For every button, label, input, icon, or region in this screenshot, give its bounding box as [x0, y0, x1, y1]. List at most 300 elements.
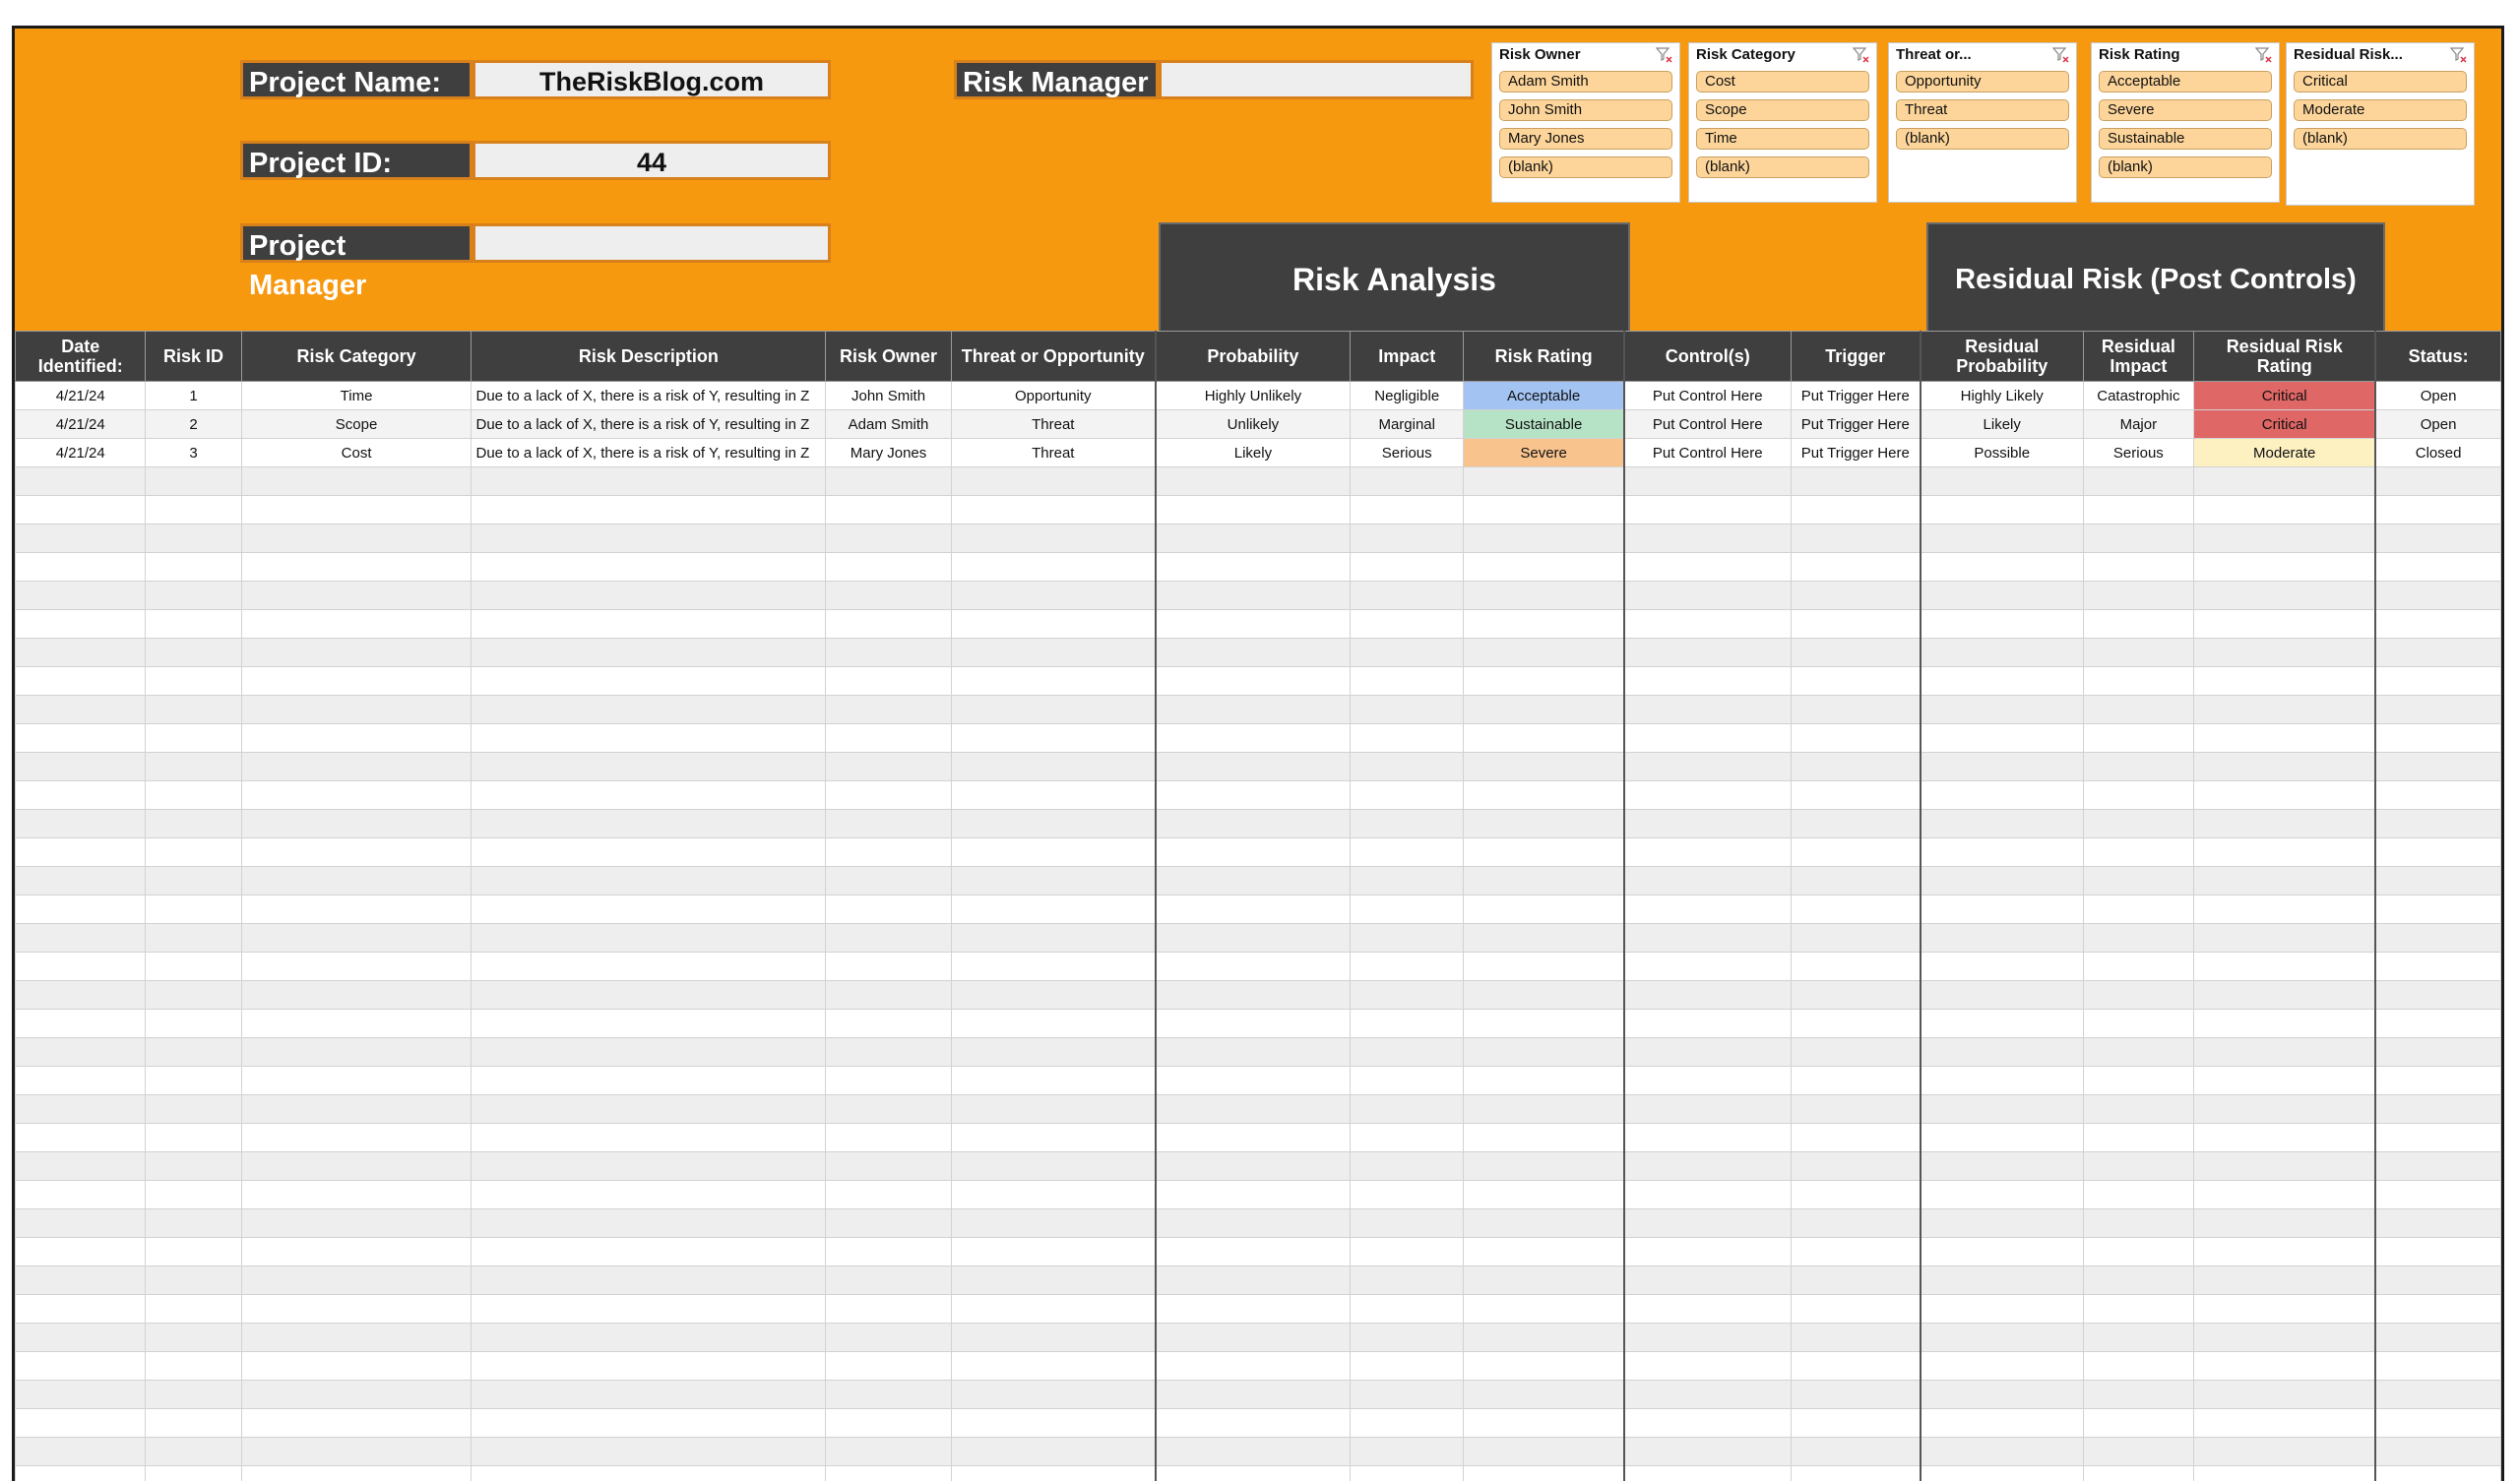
empty-cell[interactable] [1624, 1152, 1791, 1181]
empty-cell[interactable] [16, 1352, 146, 1381]
empty-cell[interactable] [2194, 838, 2376, 867]
empty-cell[interactable] [1156, 525, 1351, 553]
empty-cell[interactable] [826, 981, 951, 1010]
empty-cell[interactable] [1351, 1381, 1464, 1409]
empty-cell[interactable] [1464, 1010, 1624, 1038]
empty-cell[interactable] [1921, 667, 2083, 696]
empty-cell[interactable] [826, 1124, 951, 1152]
empty-cell[interactable] [1921, 1209, 2083, 1238]
cell-threat-opportunity[interactable]: Threat [951, 439, 1156, 467]
empty-cell[interactable] [16, 781, 146, 810]
empty-cell[interactable] [1624, 895, 1791, 924]
empty-cell[interactable] [1791, 582, 1921, 610]
empty-cell[interactable] [2194, 1295, 2376, 1324]
empty-cell[interactable] [472, 981, 826, 1010]
empty-cell[interactable] [951, 582, 1156, 610]
empty-cell[interactable] [826, 639, 951, 667]
empty-cell[interactable] [1351, 667, 1464, 696]
empty-cell[interactable] [1921, 895, 2083, 924]
empty-cell[interactable] [241, 838, 472, 867]
risk-manager-field[interactable] [1159, 60, 1474, 99]
empty-cell[interactable] [241, 696, 472, 724]
empty-cell[interactable] [1464, 724, 1624, 753]
empty-cell[interactable] [1921, 525, 2083, 553]
empty-cell[interactable] [146, 953, 241, 981]
empty-cell[interactable] [826, 1038, 951, 1067]
cell-risk-rating[interactable]: Severe [1464, 439, 1624, 467]
empty-cell[interactable] [241, 467, 472, 496]
empty-cell[interactable] [826, 1209, 951, 1238]
cell-residual-risk-rating[interactable]: Moderate [2194, 439, 2376, 467]
col-probability[interactable]: Probability [1156, 332, 1351, 382]
empty-cell[interactable] [1921, 1438, 2083, 1466]
empty-cell[interactable] [16, 867, 146, 895]
empty-cell[interactable] [826, 496, 951, 525]
col-residual-probability[interactable]: Residual Probability [1921, 332, 2083, 382]
empty-cell[interactable] [16, 1266, 146, 1295]
empty-cell[interactable] [1921, 1238, 2083, 1266]
empty-cell[interactable] [2194, 496, 2376, 525]
empty-cell[interactable] [1791, 1238, 1921, 1266]
empty-cell[interactable] [1791, 981, 1921, 1010]
empty-cell[interactable] [1624, 1466, 1791, 1481]
empty-cell[interactable] [1464, 1266, 1624, 1295]
empty-cell[interactable] [1351, 1095, 1464, 1124]
empty-cell[interactable] [1624, 1295, 1791, 1324]
empty-cell[interactable] [951, 981, 1156, 1010]
empty-cell[interactable] [1351, 553, 1464, 582]
empty-cell[interactable] [472, 1409, 826, 1438]
slicer-item[interactable]: Opportunity [1896, 71, 2069, 93]
cell-status[interactable]: Open [2375, 382, 2500, 410]
empty-cell[interactable] [1156, 1381, 1351, 1409]
empty-cell[interactable] [2083, 525, 2194, 553]
empty-cell[interactable] [1156, 981, 1351, 1010]
empty-cell[interactable] [1624, 553, 1791, 582]
empty-cell[interactable] [1624, 1038, 1791, 1067]
empty-cell[interactable] [1156, 696, 1351, 724]
empty-cell[interactable] [2083, 1067, 2194, 1095]
clear-filter-icon[interactable] [1656, 47, 1673, 63]
empty-cell[interactable] [1351, 1438, 1464, 1466]
empty-cell[interactable] [1921, 1152, 2083, 1181]
empty-cell[interactable] [16, 696, 146, 724]
empty-cell[interactable] [1464, 496, 1624, 525]
empty-cell[interactable] [16, 924, 146, 953]
cell-probability[interactable]: Unlikely [1156, 410, 1351, 439]
empty-cell[interactable] [241, 1352, 472, 1381]
empty-cell[interactable] [1921, 1010, 2083, 1038]
empty-cell[interactable] [1624, 1095, 1791, 1124]
empty-cell[interactable] [146, 838, 241, 867]
empty-cell[interactable] [2083, 553, 2194, 582]
empty-cell[interactable] [146, 895, 241, 924]
empty-cell[interactable] [146, 696, 241, 724]
empty-cell[interactable] [241, 639, 472, 667]
empty-cell[interactable] [951, 1352, 1156, 1381]
cell-owner[interactable]: Adam Smith [826, 410, 951, 439]
empty-cell[interactable] [1464, 1095, 1624, 1124]
empty-cell[interactable] [951, 639, 1156, 667]
empty-cell[interactable] [16, 895, 146, 924]
cell-description[interactable]: Due to a lack of X, there is a risk of Y, resulting in Z [472, 439, 826, 467]
empty-cell[interactable] [16, 639, 146, 667]
empty-cell[interactable] [1791, 1038, 1921, 1067]
empty-cell[interactable] [1921, 553, 2083, 582]
empty-cell[interactable] [146, 667, 241, 696]
cell-risk-rating[interactable]: Sustainable [1464, 410, 1624, 439]
empty-cell[interactable] [1351, 781, 1464, 810]
empty-cell[interactable] [16, 1238, 146, 1266]
empty-cell[interactable] [1156, 838, 1351, 867]
empty-cell[interactable] [1921, 724, 2083, 753]
empty-cell[interactable] [951, 1152, 1156, 1181]
slicer-item[interactable]: (blank) [1696, 156, 1869, 178]
empty-cell[interactable] [1464, 1381, 1624, 1409]
empty-cell[interactable] [1624, 696, 1791, 724]
empty-cell[interactable] [472, 867, 826, 895]
empty-cell[interactable] [16, 1295, 146, 1324]
col-risk-owner[interactable]: Risk Owner [826, 332, 951, 382]
empty-cell[interactable] [146, 1381, 241, 1409]
slicer-item[interactable]: Cost [1696, 71, 1869, 93]
empty-cell[interactable] [472, 1466, 826, 1481]
empty-cell[interactable] [951, 1181, 1156, 1209]
empty-cell[interactable] [2194, 553, 2376, 582]
empty-cell[interactable] [2194, 1209, 2376, 1238]
cell-category[interactable]: Scope [241, 410, 472, 439]
empty-cell[interactable] [2194, 667, 2376, 696]
empty-cell[interactable] [2194, 1038, 2376, 1067]
empty-cell[interactable] [951, 895, 1156, 924]
empty-cell[interactable] [1156, 1010, 1351, 1038]
empty-cell[interactable] [1351, 610, 1464, 639]
empty-cell[interactable] [1156, 667, 1351, 696]
empty-cell[interactable] [1791, 810, 1921, 838]
empty-cell[interactable] [2375, 781, 2500, 810]
empty-cell[interactable] [2375, 696, 2500, 724]
empty-cell[interactable] [16, 753, 146, 781]
empty-cell[interactable] [241, 1324, 472, 1352]
empty-cell[interactable] [1791, 924, 1921, 953]
empty-cell[interactable] [1156, 467, 1351, 496]
empty-cell[interactable] [2083, 1038, 2194, 1067]
empty-cell[interactable] [1791, 1352, 1921, 1381]
empty-cell[interactable] [1351, 1466, 1464, 1481]
empty-cell[interactable] [1464, 810, 1624, 838]
empty-cell[interactable] [16, 1381, 146, 1409]
empty-cell[interactable] [1464, 1038, 1624, 1067]
col-risk-description[interactable]: Risk Description [472, 332, 826, 382]
empty-cell[interactable] [1624, 810, 1791, 838]
empty-cell[interactable] [1624, 1266, 1791, 1295]
cell-risk-id[interactable]: 2 [146, 410, 241, 439]
empty-cell[interactable] [1791, 467, 1921, 496]
col-impact[interactable]: Impact [1351, 332, 1464, 382]
empty-cell[interactable] [241, 582, 472, 610]
empty-cell[interactable] [1156, 1324, 1351, 1352]
empty-cell[interactable] [16, 981, 146, 1010]
empty-cell[interactable] [951, 1266, 1156, 1295]
empty-cell[interactable] [1156, 810, 1351, 838]
empty-cell[interactable] [16, 1324, 146, 1352]
empty-cell[interactable] [2083, 467, 2194, 496]
empty-cell[interactable] [2194, 1238, 2376, 1266]
cell-risk-id[interactable]: 3 [146, 439, 241, 467]
empty-cell[interactable] [146, 496, 241, 525]
empty-cell[interactable] [2375, 582, 2500, 610]
empty-cell[interactable] [241, 1295, 472, 1324]
empty-cell[interactable] [951, 1010, 1156, 1038]
empty-cell[interactable] [2375, 1010, 2500, 1038]
empty-cell[interactable] [2375, 553, 2500, 582]
empty-cell[interactable] [1351, 924, 1464, 953]
empty-cell[interactable] [951, 1466, 1156, 1481]
empty-cell[interactable] [241, 895, 472, 924]
cell-owner[interactable]: John Smith [826, 382, 951, 410]
empty-cell[interactable] [1791, 696, 1921, 724]
empty-cell[interactable] [241, 610, 472, 639]
slicer-item[interactable]: Mary Jones [1499, 128, 1672, 150]
empty-cell[interactable] [2194, 1152, 2376, 1181]
empty-cell[interactable] [1921, 639, 2083, 667]
empty-cell[interactable] [1464, 924, 1624, 953]
empty-cell[interactable] [1624, 867, 1791, 895]
empty-cell[interactable] [1921, 696, 2083, 724]
empty-cell[interactable] [2083, 781, 2194, 810]
empty-cell[interactable] [1921, 1038, 2083, 1067]
empty-cell[interactable] [472, 582, 826, 610]
empty-cell[interactable] [2375, 1466, 2500, 1481]
cell-description[interactable]: Due to a lack of X, there is a risk of Y, resulting in Z [472, 410, 826, 439]
empty-cell[interactable] [1351, 496, 1464, 525]
empty-cell[interactable] [2375, 1266, 2500, 1295]
empty-cell[interactable] [1351, 1038, 1464, 1067]
empty-cell[interactable] [472, 753, 826, 781]
empty-cell[interactable] [826, 1266, 951, 1295]
cell-date[interactable]: 4/21/24 [16, 382, 146, 410]
empty-cell[interactable] [826, 838, 951, 867]
empty-cell[interactable] [2083, 1010, 2194, 1038]
empty-cell[interactable] [951, 781, 1156, 810]
empty-cell[interactable] [1624, 610, 1791, 639]
slicer-item[interactable]: (blank) [1499, 156, 1672, 178]
empty-cell[interactable] [472, 1266, 826, 1295]
empty-cell[interactable] [951, 496, 1156, 525]
cell-controls[interactable]: Put Control Here [1624, 410, 1791, 439]
empty-cell[interactable] [1921, 582, 2083, 610]
empty-cell[interactable] [1791, 781, 1921, 810]
empty-cell[interactable] [1464, 1466, 1624, 1481]
empty-cell[interactable] [2375, 953, 2500, 981]
empty-cell[interactable] [472, 1438, 826, 1466]
empty-cell[interactable] [241, 953, 472, 981]
empty-cell[interactable] [2375, 838, 2500, 867]
empty-cell[interactable] [1624, 639, 1791, 667]
empty-cell[interactable] [951, 1095, 1156, 1124]
empty-cell[interactable] [16, 1466, 146, 1481]
empty-cell[interactable] [1791, 1152, 1921, 1181]
empty-cell[interactable] [2194, 696, 2376, 724]
slicer-item[interactable]: John Smith [1499, 99, 1672, 121]
empty-cell[interactable] [951, 1209, 1156, 1238]
cell-residual-risk-rating[interactable]: Critical [2194, 382, 2376, 410]
empty-cell[interactable] [241, 1095, 472, 1124]
cell-trigger[interactable]: Put Trigger Here [1791, 410, 1921, 439]
empty-cell[interactable] [1464, 1124, 1624, 1152]
empty-cell[interactable] [2194, 781, 2376, 810]
empty-cell[interactable] [1791, 1095, 1921, 1124]
empty-cell[interactable] [2083, 610, 2194, 639]
empty-cell[interactable] [2375, 667, 2500, 696]
empty-cell[interactable] [2194, 1124, 2376, 1152]
cell-risk-rating[interactable]: Acceptable [1464, 382, 1624, 410]
empty-cell[interactable] [2083, 838, 2194, 867]
empty-cell[interactable] [1156, 496, 1351, 525]
empty-cell[interactable] [1624, 724, 1791, 753]
cell-date[interactable]: 4/21/24 [16, 439, 146, 467]
empty-cell[interactable] [1351, 838, 1464, 867]
empty-cell[interactable] [146, 582, 241, 610]
empty-cell[interactable] [951, 1238, 1156, 1266]
slicer-item[interactable]: (blank) [1896, 128, 2069, 150]
empty-cell[interactable] [2375, 981, 2500, 1010]
empty-cell[interactable] [951, 1295, 1156, 1324]
col-controls[interactable]: Control(s) [1624, 332, 1791, 382]
empty-cell[interactable] [146, 1067, 241, 1095]
empty-cell[interactable] [826, 582, 951, 610]
empty-cell[interactable] [826, 667, 951, 696]
empty-cell[interactable] [1156, 1352, 1351, 1381]
empty-cell[interactable] [146, 1038, 241, 1067]
empty-cell[interactable] [1791, 724, 1921, 753]
empty-cell[interactable] [826, 753, 951, 781]
empty-cell[interactable] [472, 696, 826, 724]
empty-cell[interactable] [1791, 753, 1921, 781]
cell-residual-probability[interactable]: Highly Likely [1921, 382, 2083, 410]
clear-filter-icon[interactable] [2450, 47, 2468, 63]
slicer-item[interactable]: Critical [2294, 71, 2467, 93]
empty-cell[interactable] [1791, 639, 1921, 667]
empty-cell[interactable] [1791, 1466, 1921, 1481]
empty-cell[interactable] [2375, 895, 2500, 924]
slicer-item[interactable]: Adam Smith [1499, 71, 1672, 93]
empty-cell[interactable] [1464, 867, 1624, 895]
empty-cell[interactable] [2194, 467, 2376, 496]
empty-cell[interactable] [1156, 610, 1351, 639]
empty-cell[interactable] [1791, 1324, 1921, 1352]
empty-cell[interactable] [2083, 1181, 2194, 1209]
empty-cell[interactable] [826, 781, 951, 810]
empty-cell[interactable] [1351, 724, 1464, 753]
empty-cell[interactable] [241, 867, 472, 895]
empty-cell[interactable] [1351, 696, 1464, 724]
empty-cell[interactable] [2375, 496, 2500, 525]
empty-cell[interactable] [241, 1010, 472, 1038]
empty-cell[interactable] [241, 1181, 472, 1209]
empty-cell[interactable] [2083, 1124, 2194, 1152]
slicer-item[interactable]: Time [1696, 128, 1869, 150]
empty-cell[interactable] [2083, 1295, 2194, 1324]
empty-cell[interactable] [951, 867, 1156, 895]
empty-cell[interactable] [2083, 953, 2194, 981]
empty-cell[interactable] [241, 525, 472, 553]
empty-cell[interactable] [951, 953, 1156, 981]
empty-cell[interactable] [951, 1324, 1156, 1352]
empty-cell[interactable] [1624, 953, 1791, 981]
empty-cell[interactable] [1351, 582, 1464, 610]
empty-cell[interactable] [1921, 810, 2083, 838]
cell-date[interactable]: 4/21/24 [16, 410, 146, 439]
empty-cell[interactable] [2194, 1409, 2376, 1438]
empty-cell[interactable] [1921, 1181, 2083, 1209]
empty-cell[interactable] [1791, 610, 1921, 639]
empty-cell[interactable] [826, 1010, 951, 1038]
empty-cell[interactable] [1464, 838, 1624, 867]
col-residual-impact[interactable]: Residual Impact [2083, 332, 2194, 382]
empty-cell[interactable] [241, 1381, 472, 1409]
empty-cell[interactable] [1351, 1010, 1464, 1038]
empty-cell[interactable] [146, 924, 241, 953]
empty-cell[interactable] [16, 582, 146, 610]
empty-cell[interactable] [2083, 1381, 2194, 1409]
empty-cell[interactable] [2375, 1295, 2500, 1324]
slicer-item[interactable]: Sustainable [2099, 128, 2272, 150]
empty-cell[interactable] [2083, 867, 2194, 895]
empty-cell[interactable] [2194, 1352, 2376, 1381]
empty-cell[interactable] [241, 753, 472, 781]
empty-cell[interactable] [1921, 1095, 2083, 1124]
empty-cell[interactable] [1351, 981, 1464, 1010]
empty-cell[interactable] [1791, 953, 1921, 981]
empty-cell[interactable] [1156, 1038, 1351, 1067]
empty-cell[interactable] [2083, 1152, 2194, 1181]
empty-cell[interactable] [472, 810, 826, 838]
empty-cell[interactable] [2083, 496, 2194, 525]
empty-cell[interactable] [826, 467, 951, 496]
empty-cell[interactable] [951, 1067, 1156, 1095]
empty-cell[interactable] [2083, 667, 2194, 696]
empty-cell[interactable] [16, 553, 146, 582]
empty-cell[interactable] [241, 667, 472, 696]
slicer-item[interactable]: Scope [1696, 99, 1869, 121]
col-status[interactable]: Status: [2375, 332, 2500, 382]
empty-cell[interactable] [146, 1324, 241, 1352]
empty-cell[interactable] [826, 895, 951, 924]
empty-cell[interactable] [1921, 1124, 2083, 1152]
empty-cell[interactable] [826, 1409, 951, 1438]
empty-cell[interactable] [16, 525, 146, 553]
empty-cell[interactable] [1624, 781, 1791, 810]
empty-cell[interactable] [1464, 1438, 1624, 1466]
empty-cell[interactable] [2375, 525, 2500, 553]
cell-category[interactable]: Time [241, 382, 472, 410]
empty-cell[interactable] [2375, 1209, 2500, 1238]
empty-cell[interactable] [826, 1295, 951, 1324]
empty-cell[interactable] [2194, 525, 2376, 553]
empty-cell[interactable] [826, 867, 951, 895]
empty-cell[interactable] [16, 496, 146, 525]
empty-cell[interactable] [146, 1295, 241, 1324]
empty-cell[interactable] [951, 553, 1156, 582]
empty-cell[interactable] [1791, 667, 1921, 696]
empty-cell[interactable] [1791, 1067, 1921, 1095]
empty-cell[interactable] [2375, 1124, 2500, 1152]
empty-cell[interactable] [1351, 1409, 1464, 1438]
empty-cell[interactable] [1351, 1352, 1464, 1381]
empty-cell[interactable] [2375, 810, 2500, 838]
empty-cell[interactable] [16, 1067, 146, 1095]
